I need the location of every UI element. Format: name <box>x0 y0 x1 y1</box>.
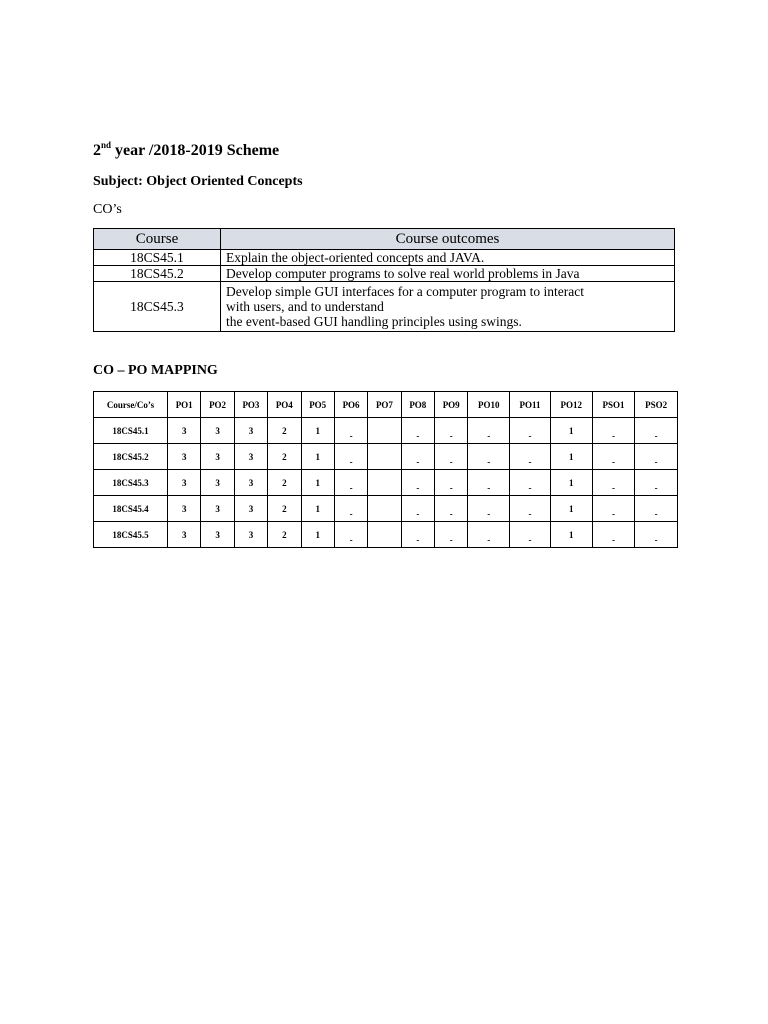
mapping-cell: 1 <box>550 444 592 470</box>
course-outcomes-table <box>93 228 675 332</box>
mapping-header-po1: PO1 <box>168 392 201 418</box>
outcome-code: 18CS45.1 <box>94 250 221 266</box>
outcome-line: Explain the object-oriented concepts and JAVA. <box>226 250 485 265</box>
mapping-cell: 3 <box>234 522 267 548</box>
mapping-cell-value: - <box>349 508 353 519</box>
mapping-row <box>94 444 678 470</box>
mapping-cell: 3 <box>168 470 201 496</box>
mapping-header-po3: PO3 <box>234 392 267 418</box>
mapping-cell-value: - <box>487 456 491 467</box>
outcome-code: 18CS45.2 <box>94 266 221 282</box>
mapping-cell: 1 <box>301 496 334 522</box>
mapping-header-course: Course/Co’s <box>94 392 168 418</box>
mapping-row-course: 18CS45.5 <box>94 522 168 548</box>
mapping-cell <box>334 522 367 548</box>
mapping-row <box>94 418 678 444</box>
mapping-header-pso2: PSO2 <box>635 392 678 418</box>
mapping-row-course: 18CS45.3 <box>94 470 168 496</box>
mapping-cell-value: - <box>449 430 453 441</box>
mapping-cell <box>334 470 367 496</box>
outcome-text <box>221 250 675 266</box>
mapping-cell: 3 <box>201 522 234 548</box>
mapping-cell-value: - <box>654 534 658 545</box>
mapping-cell: 3 <box>201 496 234 522</box>
mapping-header-po4: PO4 <box>268 392 301 418</box>
mapping-cell: 1 <box>550 470 592 496</box>
mapping-cell-value: - <box>654 482 658 493</box>
mapping-cell <box>435 418 468 444</box>
mapping-cell-value: - <box>449 508 453 519</box>
mapping-cell <box>334 418 367 444</box>
mapping-cell: 2 <box>268 444 301 470</box>
mapping-cell <box>368 470 401 496</box>
mapping-row-course: 18CS45.4 <box>94 496 168 522</box>
mapping-header-po11: PO11 <box>510 392 551 418</box>
mapping-cell <box>510 418 551 444</box>
outcomes-row <box>94 250 675 266</box>
mapping-cell <box>401 418 434 444</box>
mapping-cell <box>468 496 510 522</box>
outcome-line: with users, and to understand <box>226 299 384 314</box>
mapping-cell <box>592 470 635 496</box>
outcome-line: Develop simple GUI interfaces for a computer program to interact <box>226 284 584 299</box>
outcomes-header-course: Course <box>94 229 221 250</box>
mapping-cell-value: - <box>449 534 453 545</box>
mapping-cell-value: - <box>487 508 491 519</box>
mapping-cell-value: - <box>654 456 658 467</box>
mapping-cell <box>510 496 551 522</box>
mapping-cell-value: - <box>528 508 532 519</box>
page-heading <box>93 141 279 161</box>
cos-label: CO’s <box>93 202 122 217</box>
mapping-row-course: 18CS45.1 <box>94 418 168 444</box>
outcomes-header-outcomes: Course outcomes <box>221 229 675 250</box>
mapping-cell-value: - <box>528 534 532 545</box>
mapping-cell <box>368 418 401 444</box>
mapping-cell-value: - <box>349 534 353 545</box>
mapping-cell-value: - <box>449 456 453 467</box>
mapping-cell: 3 <box>234 444 267 470</box>
mapping-cell <box>635 444 678 470</box>
mapping-header-po10: PO10 <box>468 392 510 418</box>
mapping-cell: 3 <box>201 444 234 470</box>
mapping-header-pso1: PSO1 <box>592 392 635 418</box>
mapping-cell-value: - <box>416 430 420 441</box>
mapping-cell: 1 <box>301 470 334 496</box>
heading-superscript: nd <box>101 139 112 150</box>
mapping-cell-value: - <box>349 456 353 467</box>
mapping-cell: 1 <box>301 444 334 470</box>
mapping-title: CO – PO MAPPING <box>93 363 218 378</box>
mapping-cell <box>401 444 434 470</box>
mapping-cell: 3 <box>234 496 267 522</box>
mapping-cell <box>334 444 367 470</box>
mapping-cell-value: - <box>349 430 353 441</box>
heading-prefix: 2 <box>93 142 101 159</box>
mapping-cell-value: - <box>416 534 420 545</box>
mapping-cell <box>468 444 510 470</box>
outcome-line: Develop computer programs to solve real world problems in Java <box>226 266 580 281</box>
mapping-cell-value: - <box>611 482 615 493</box>
mapping-cell <box>401 470 434 496</box>
mapping-cell <box>401 496 434 522</box>
mapping-header-po9: PO9 <box>435 392 468 418</box>
mapping-cell: 1 <box>301 418 334 444</box>
mapping-cell: 1 <box>550 496 592 522</box>
mapping-cell <box>592 522 635 548</box>
mapping-header-po8: PO8 <box>401 392 434 418</box>
mapping-cell: 3 <box>234 418 267 444</box>
mapping-cell: 3 <box>201 418 234 444</box>
heading-rest: year /2018-2019 Scheme <box>111 142 280 159</box>
mapping-cell-value: - <box>611 430 615 441</box>
mapping-cell <box>635 496 678 522</box>
mapping-cell-value: - <box>416 482 420 493</box>
mapping-cell-value: - <box>611 456 615 467</box>
mapping-cell-value: - <box>528 456 532 467</box>
mapping-cell <box>468 522 510 548</box>
mapping-cell: 2 <box>268 418 301 444</box>
co-po-mapping-table <box>93 391 678 548</box>
outcome-code: 18CS45.3 <box>94 282 221 332</box>
mapping-cell <box>635 470 678 496</box>
mapping-cell <box>510 444 551 470</box>
mapping-cell <box>635 418 678 444</box>
mapping-cell <box>592 444 635 470</box>
mapping-cell-value: - <box>416 508 420 519</box>
mapping-cell: 1 <box>550 522 592 548</box>
mapping-header-po2: PO2 <box>201 392 234 418</box>
mapping-cell <box>468 418 510 444</box>
mapping-header-po12: PO12 <box>550 392 592 418</box>
mapping-cell-value: - <box>611 508 615 519</box>
mapping-cell <box>435 496 468 522</box>
mapping-cell-value: - <box>416 456 420 467</box>
mapping-row <box>94 470 678 496</box>
mapping-header-po7: PO7 <box>368 392 401 418</box>
mapping-cell <box>435 470 468 496</box>
mapping-header-row <box>94 392 678 418</box>
mapping-cell-value: - <box>487 534 491 545</box>
outcome-text <box>221 266 675 282</box>
mapping-row-course: 18CS45.2 <box>94 444 168 470</box>
mapping-cell <box>401 522 434 548</box>
mapping-cell-value: - <box>528 482 532 493</box>
mapping-cell <box>368 522 401 548</box>
mapping-cell: 3 <box>201 470 234 496</box>
mapping-header-po6: PO6 <box>334 392 367 418</box>
mapping-cell-value: - <box>487 430 491 441</box>
mapping-cell-value: - <box>349 482 353 493</box>
mapping-cell-value: - <box>449 482 453 493</box>
mapping-cell <box>510 470 551 496</box>
subject-line: Subject: Object Oriented Concepts <box>93 174 303 189</box>
mapping-cell <box>368 496 401 522</box>
mapping-cell: 1 <box>301 522 334 548</box>
mapping-row <box>94 522 678 548</box>
mapping-cell: 2 <box>268 522 301 548</box>
mapping-cell: 3 <box>168 418 201 444</box>
mapping-cell <box>510 522 551 548</box>
mapping-cell <box>368 444 401 470</box>
mapping-cell: 3 <box>168 444 201 470</box>
mapping-cell-value: - <box>611 534 615 545</box>
mapping-cell <box>468 470 510 496</box>
outcomes-header-row <box>94 229 675 250</box>
mapping-cell <box>592 496 635 522</box>
mapping-cell: 3 <box>234 470 267 496</box>
outcome-text <box>221 282 675 332</box>
mapping-cell <box>635 522 678 548</box>
mapping-cell: 3 <box>168 496 201 522</box>
mapping-cell: 2 <box>268 470 301 496</box>
mapping-cell-value: - <box>654 430 658 441</box>
mapping-cell <box>334 496 367 522</box>
mapping-cell-value: - <box>487 482 491 493</box>
mapping-cell-value: - <box>654 508 658 519</box>
mapping-cell <box>592 418 635 444</box>
outcomes-row <box>94 282 675 332</box>
mapping-cell: 2 <box>268 496 301 522</box>
outcomes-row <box>94 266 675 282</box>
mapping-header-po5: PO5 <box>301 392 334 418</box>
mapping-cell <box>435 522 468 548</box>
mapping-cell: 3 <box>168 522 201 548</box>
mapping-cell <box>435 444 468 470</box>
outcome-line: the event-based GUI handling principles using swings. <box>226 314 522 329</box>
mapping-cell: 1 <box>550 418 592 444</box>
mapping-row <box>94 496 678 522</box>
mapping-cell-value: - <box>528 430 532 441</box>
